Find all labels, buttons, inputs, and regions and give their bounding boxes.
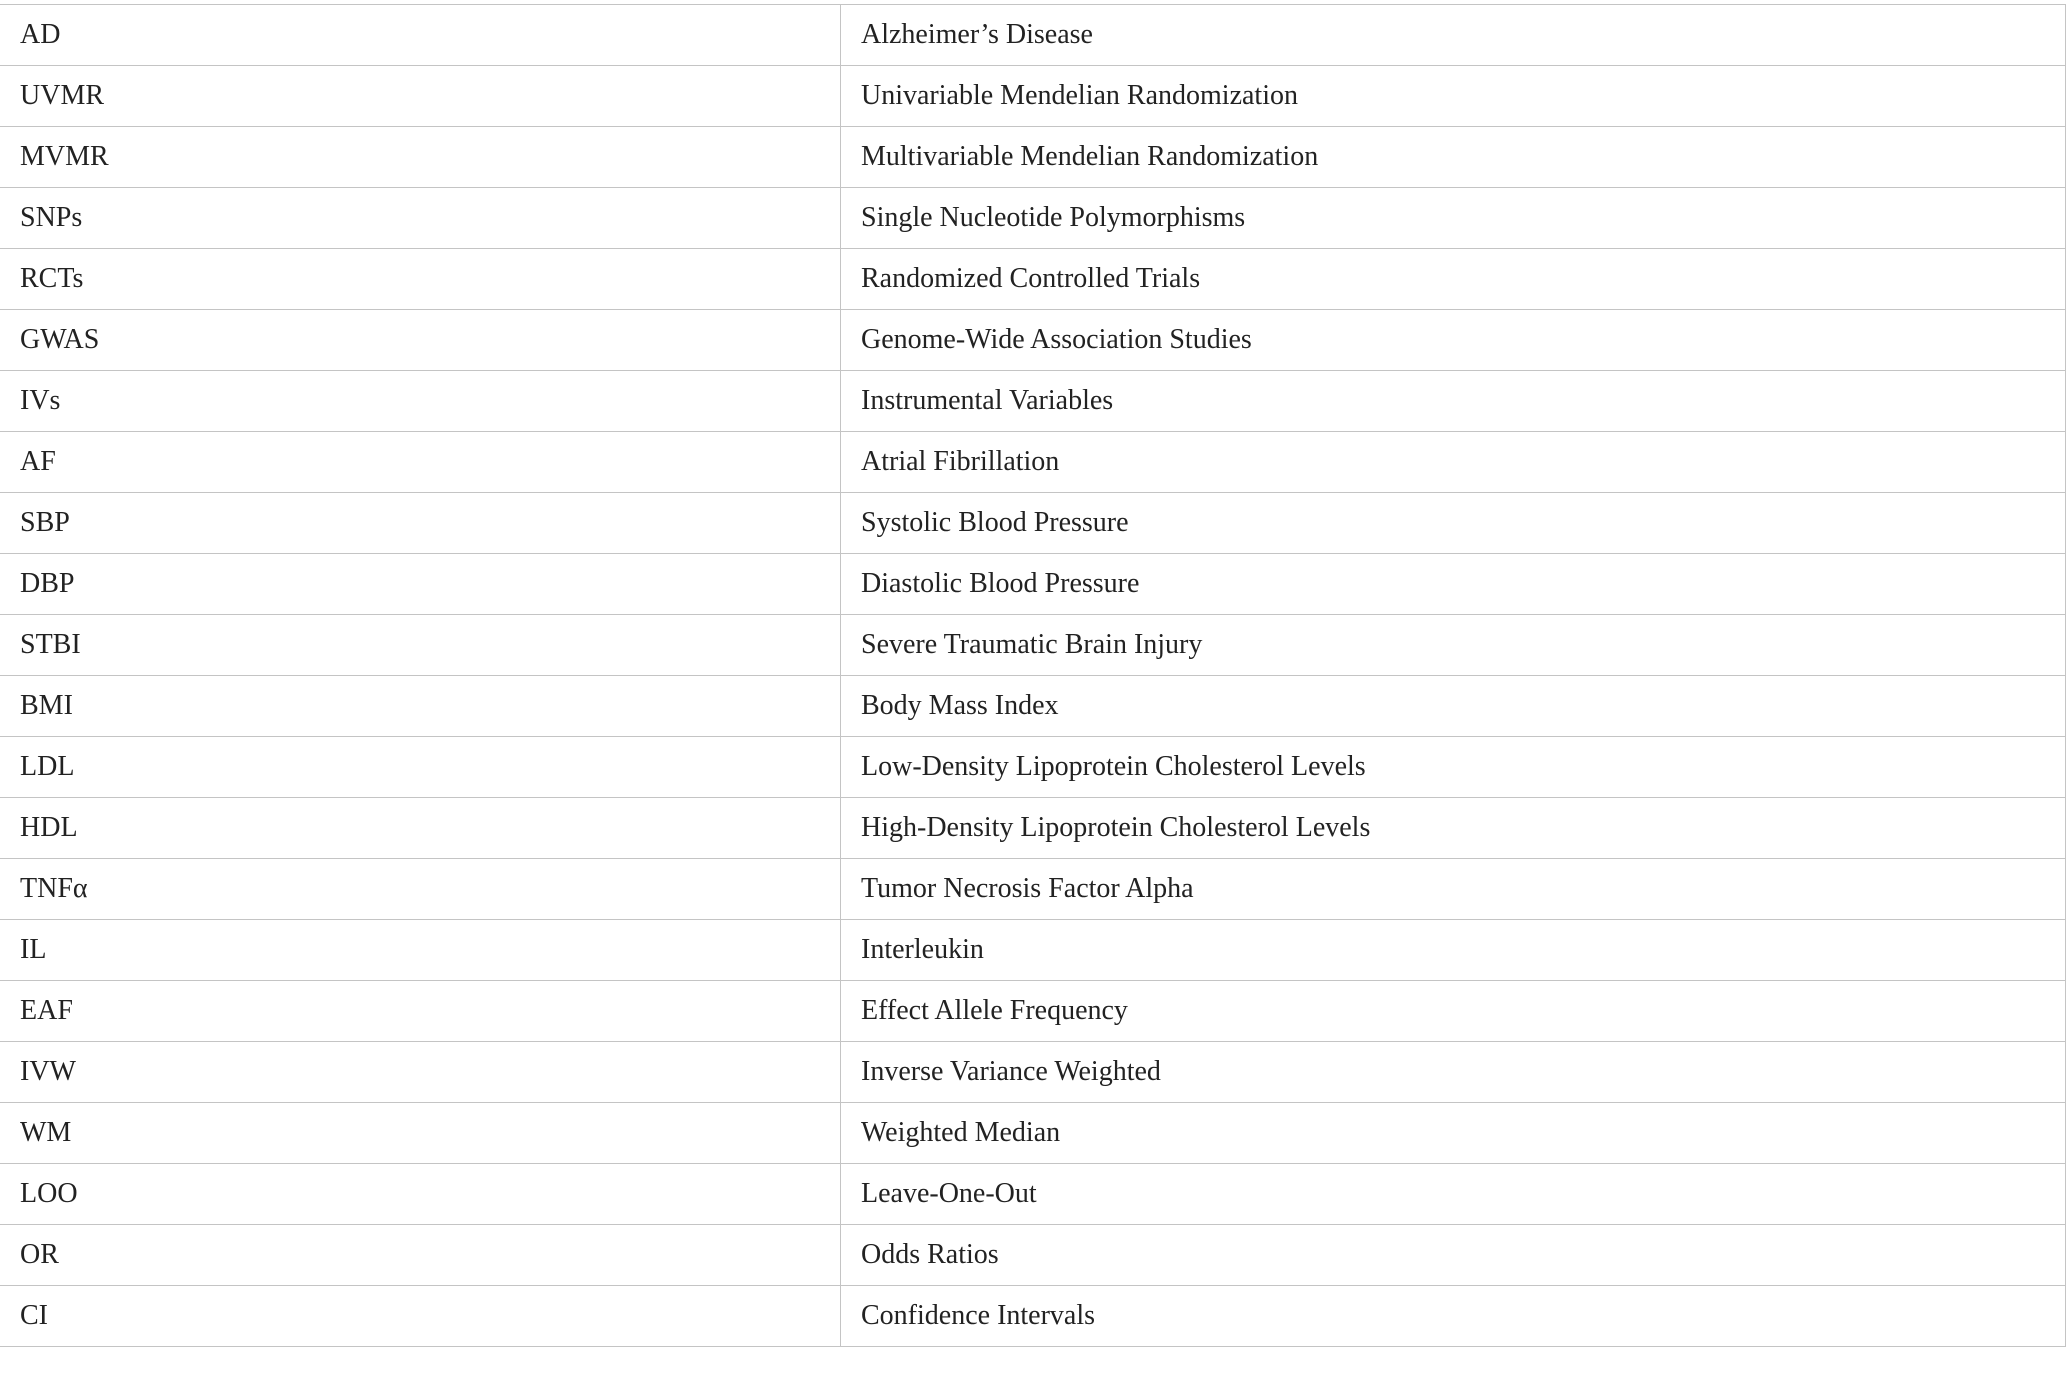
table-row xyxy=(0,310,2066,371)
abbreviation-cell: OR xyxy=(0,1225,841,1286)
definition-cell: Genome-Wide Association Studies xyxy=(841,310,2066,371)
table-row xyxy=(0,432,2066,493)
abbreviation-cell: SNPs xyxy=(0,188,841,249)
table-row xyxy=(0,859,2066,920)
table-row xyxy=(0,1103,2066,1164)
abbreviation-cell: IVs xyxy=(0,371,841,432)
abbreviation-cell: STBI xyxy=(0,615,841,676)
abbreviation-cell: LDL xyxy=(0,737,841,798)
definition-cell: Inverse Variance Weighted xyxy=(841,1042,2066,1103)
definition-cell: Weighted Median xyxy=(841,1103,2066,1164)
definition-cell: Atrial Fibrillation xyxy=(841,432,2066,493)
definition-cell: Interleukin xyxy=(841,920,2066,981)
table-row xyxy=(0,1286,2066,1347)
abbreviation-cell: AF xyxy=(0,432,841,493)
abbreviation-cell: IVW xyxy=(0,1042,841,1103)
table-row xyxy=(0,371,2066,432)
definition-cell: Odds Ratios xyxy=(841,1225,2066,1286)
table-row xyxy=(0,188,2066,249)
abbreviation-cell: UVMR xyxy=(0,66,841,127)
abbreviation-cell: HDL xyxy=(0,798,841,859)
abbreviations-table xyxy=(0,4,2066,1347)
abbreviation-cell: CI xyxy=(0,1286,841,1347)
abbreviation-cell: EAF xyxy=(0,981,841,1042)
definition-cell: Systolic Blood Pressure xyxy=(841,493,2066,554)
table-row xyxy=(0,1042,2066,1103)
definition-cell: Tumor Necrosis Factor Alpha xyxy=(841,859,2066,920)
abbreviation-cell: MVMR xyxy=(0,127,841,188)
table-row xyxy=(0,1225,2066,1286)
table-row xyxy=(0,798,2066,859)
definition-cell: Diastolic Blood Pressure xyxy=(841,554,2066,615)
definition-cell: Effect Allele Frequency xyxy=(841,981,2066,1042)
definition-cell: Confidence Intervals xyxy=(841,1286,2066,1347)
table-row xyxy=(0,615,2066,676)
definition-cell: Instrumental Variables xyxy=(841,371,2066,432)
abbreviation-cell: GWAS xyxy=(0,310,841,371)
abbreviations-table-body xyxy=(0,5,2066,1347)
table-row xyxy=(0,676,2066,737)
definition-cell: Multivariable Mendelian Randomization xyxy=(841,127,2066,188)
table-row xyxy=(0,737,2066,798)
definition-cell: Severe Traumatic Brain Injury xyxy=(841,615,2066,676)
definition-cell: Single Nucleotide Polymorphisms xyxy=(841,188,2066,249)
definition-cell: High-Density Lipoprotein Cholesterol Levels xyxy=(841,798,2066,859)
abbreviation-cell: WM xyxy=(0,1103,841,1164)
table-row xyxy=(0,127,2066,188)
abbreviation-cell: BMI xyxy=(0,676,841,737)
abbreviation-cell: RCTs xyxy=(0,249,841,310)
definition-cell: Randomized Controlled Trials xyxy=(841,249,2066,310)
definition-cell: Leave-One-Out xyxy=(841,1164,2066,1225)
definition-cell: Alzheimer’s Disease xyxy=(841,5,2066,66)
abbreviation-cell: SBP xyxy=(0,493,841,554)
abbreviation-cell: AD xyxy=(0,5,841,66)
table-row xyxy=(0,920,2066,981)
definition-cell: Body Mass Index xyxy=(841,676,2066,737)
abbreviation-cell: IL xyxy=(0,920,841,981)
abbreviation-cell: TNFα xyxy=(0,859,841,920)
table-row xyxy=(0,66,2066,127)
table-row xyxy=(0,1164,2066,1225)
table-row xyxy=(0,493,2066,554)
definition-cell: Univariable Mendelian Randomization xyxy=(841,66,2066,127)
table-row xyxy=(0,5,2066,66)
abbreviation-cell: LOO xyxy=(0,1164,841,1225)
table-row xyxy=(0,981,2066,1042)
definition-cell: Low-Density Lipoprotein Cholesterol Levels xyxy=(841,737,2066,798)
table-row xyxy=(0,554,2066,615)
abbreviation-cell: DBP xyxy=(0,554,841,615)
table-row xyxy=(0,249,2066,310)
